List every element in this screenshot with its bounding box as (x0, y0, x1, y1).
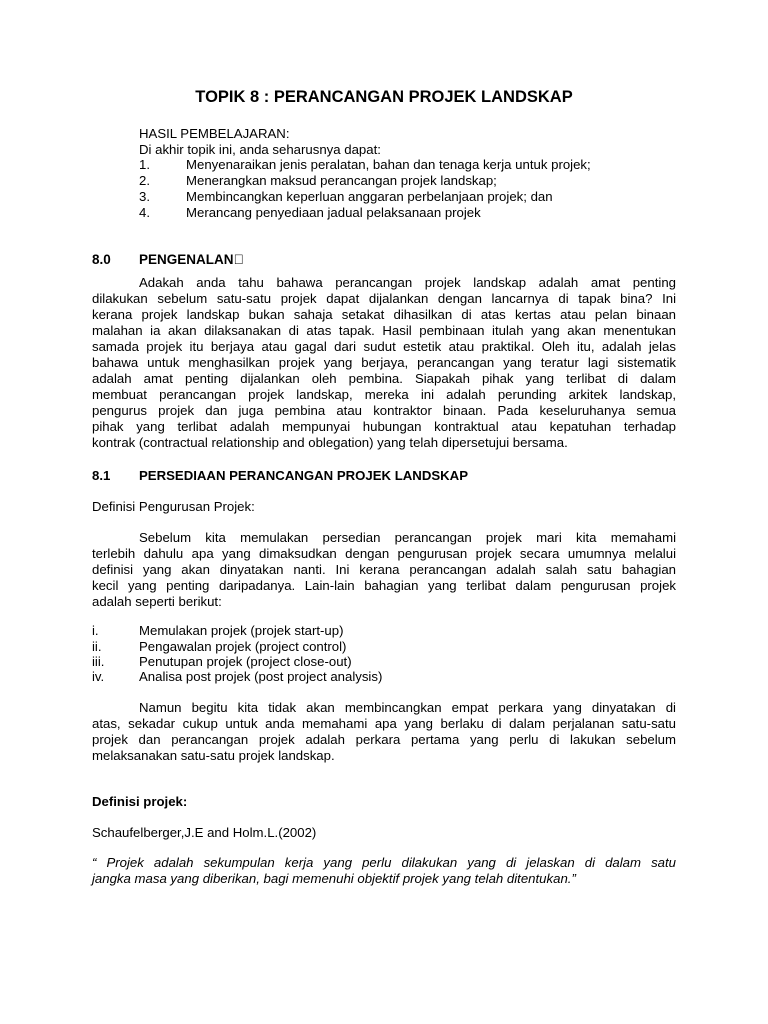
paragraph-line: atas, sekadar cukup untuk anda memahami apa yang berlaku di dalam perjalanan satu-satu (92, 716, 676, 731)
paragraph-line: pihak yang terlibat adalah mempunyai hubungan kontraktual atau kepatuhan terhadap (92, 419, 676, 434)
section-heading: PERSEDIAAN PERANCANGAN PROJEK LANDSKAP (139, 468, 468, 483)
paragraph-line: Adakah anda tahu bahawa perancangan projek landskap adalah amat penting (139, 275, 676, 290)
paragraph-line: adalah seperti berikut: (92, 594, 222, 609)
list-text: Penutupan projek (project close-out) (139, 654, 352, 669)
outcome-text: Merancang penyediaan jadual pelaksanaan projek (186, 205, 481, 220)
outcome-number: 3. (139, 189, 150, 204)
paragraph-line: adalah amat penting dijalankan oleh pembina. Siapakah pihak yang terlibat di dalam (92, 371, 676, 386)
paragraph-line: melaksanakan satu-satu projek landskap. (92, 748, 335, 763)
paragraph-line: membuat perancangan projek landskap, mereka ini adalah perunding arkitek landskap, (92, 387, 676, 402)
outcome-number: 2. (139, 173, 150, 188)
outcomes-intro: Di akhir topik ini, anda seharusnya dapat: (139, 142, 381, 157)
section-number: 8.1 (92, 468, 111, 483)
list-number: i. (92, 623, 99, 638)
paragraph-line: kontrak (contractual relationship and oblegation) yang telah dipersetujui bersama. (92, 435, 568, 450)
quote-line: jangka masa yang diberikan, bagi memenuhi objektif projek yang telah ditentukan.” (92, 871, 576, 886)
paragraph-line: projek dan perancangan projek adalah perkara pertama yang perlu di lakukan sebelum (92, 732, 676, 747)
paragraph-line: Sebelum kita memulakan persedian perancangan projek mari kita memahami (139, 530, 676, 545)
list-text: Memulakan projek (projek start-up) (139, 623, 344, 638)
paragraph-line: samada projek itu berjaya atau gagal dari sudut estetik atau praktikal. Oleh itu, adalah jelas (92, 339, 676, 354)
section-heading: PENGENALAN  (139, 252, 244, 267)
list-text: Analisa post projek (post project analysis) (139, 669, 383, 684)
list-number: ii. (92, 639, 102, 654)
section-number: 8.0 (92, 252, 111, 267)
outcome-text: Membincangkan keperluan anggaran perbelanjaan projek; dan (186, 189, 553, 204)
paragraph-line: dilakukan sebelum satu-satu projek dapat dijalankan dengan lancarnya di tapak bina? Ini (92, 291, 676, 306)
quote-line: “ Projek adalah sekumpulan kerja yang perlu dilakukan yang di jelaskan di dalam satu (92, 855, 676, 870)
paragraph-line: kecil yang penting daripadanya. Lain-lain bahagian yang terlibat dalam pengurusan projek (92, 578, 676, 593)
page-title: TOPIK 8 : PERANCANGAN PROJEK LANDSKAP (195, 88, 573, 106)
subheading: Definisi Pengurusan Projek: (92, 499, 255, 514)
definition-reference: Schaufelberger,J.E and Holm.L.(2002) (92, 825, 317, 840)
list-text: Pengawalan projek (project control) (139, 639, 347, 654)
paragraph-line: definisi yang akan dinyatakan nanti. Ini kerana perancangan adalah salah satu bahagian (92, 562, 676, 577)
paragraph-line: Namun begitu kita tidak akan membincangkan empat perkara yang dinyatakan di (139, 700, 676, 715)
outcome-text: Menerangkan maksud perancangan projek landskap; (186, 173, 497, 188)
paragraph-line: malahan ia akan dilaksanakan di atas tapak. Hasil pembinaan itulah yang akan menentukan (92, 323, 676, 338)
outcome-number: 1. (139, 157, 150, 172)
list-number: iv. (92, 669, 105, 684)
definition-heading: Definisi projek: (92, 794, 188, 809)
paragraph-line: bahawa untuk menghasilkan projek yang berjaya, perancangan yang teratur lagi sistematik (92, 355, 676, 370)
outcome-number: 4. (139, 205, 150, 220)
paragraph-line: pengurus projek dan juga pembina atau kontraktor binaan. Pada keseluruhanya semua (92, 403, 676, 418)
outcome-text: Menyenaraikan jenis peralatan, bahan dan tenaga kerja untuk projek; (186, 157, 591, 172)
paragraph-line: terlebih dahulu apa yang dimaksudkan dengan pengurusan projek secara umumnya melalui (92, 546, 676, 561)
paragraph-line: kerana projek landskap bukan sahaja setakat dihasilkan di atas kertas atau pelan binaan (92, 307, 676, 322)
outcomes-heading: HASIL PEMBELAJARAN: (139, 126, 290, 141)
list-number: iii. (92, 654, 105, 669)
